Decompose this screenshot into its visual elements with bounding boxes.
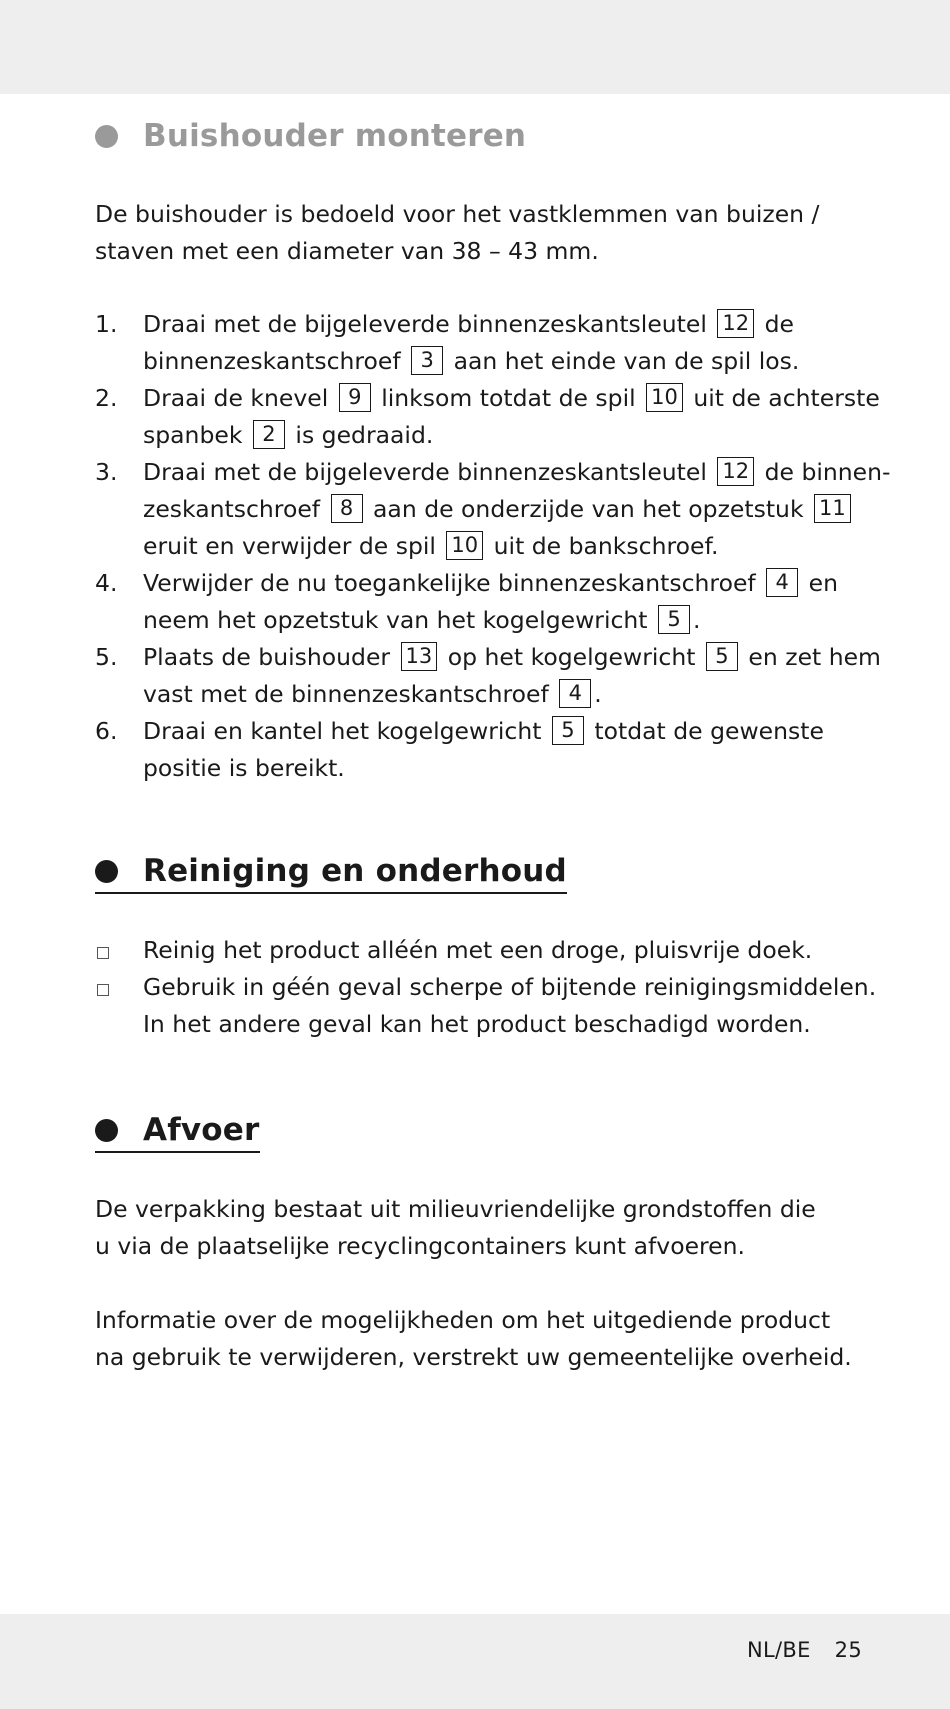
part-number-box: 11 [814,494,851,523]
footer-locale: NL/BE [747,1638,811,1662]
step-number: 6. [95,717,118,745]
disposal-paragraph-2 [95,1302,875,1376]
mounting-steps-list [95,306,895,787]
part-number-box: 12 [717,309,754,338]
step-text: Draai en kantel het kogelgewricht [143,717,542,745]
part-number-box: 5 [658,605,690,634]
step-number: 4. [95,569,118,597]
part-number-box: 12 [717,457,754,486]
intro-line: De buishouder is bedoeld voor het vastklemmen van buizen / [95,200,820,228]
list-item-text: Gebruik in géén geval scherpe of bijtende reinigingsmiddelen. [143,973,877,1001]
step-item [95,454,895,565]
top-margin-band [0,0,950,94]
step-text: neem het opzetstuk van het kogelgewricht [143,606,648,634]
page-footer [747,1638,862,1662]
part-number-box: 9 [339,383,371,412]
step-text: Draai met de bijgeleverde binnenzeskantsleutel [143,310,707,338]
part-number-box: 10 [646,383,683,412]
part-number-box: 8 [331,494,363,523]
intro-line: staven met een diameter van 38 – 43 mm. [95,237,599,265]
disposal-paragraph-1 [95,1191,875,1265]
heading-bullet-icon [95,125,118,148]
heading-reiniging-en-onderhoud [95,853,567,894]
step-text: positie is bereikt. [143,754,345,782]
paragraph-line: De verpakking bestaat uit milieuvriendelijke grondstoffen die [95,1195,816,1223]
part-number-box: 5 [552,716,584,745]
step-text: Plaats de buishouder [143,643,391,671]
step-text: spanbek [143,421,243,449]
step-text: vast met de binnenzeskantschroef [143,680,549,708]
step-text: en zet hem [748,643,881,671]
heading-buishouder-monteren [95,118,526,154]
step-text: Verwijder de nu toegankelijke binnenzeskantschroef [143,569,756,597]
heading-afvoer [95,1112,260,1153]
step-text: uit de bankschroef. [493,532,719,560]
step-text: op het kogelgewricht [447,643,696,671]
mounting-intro [95,196,875,270]
step-text: aan het einde van de spil los. [453,347,800,375]
step-number: 5. [95,643,118,671]
step-text: . [594,680,602,708]
step-text: . [693,606,701,634]
part-number-box: 13 [401,642,438,671]
part-number-box: 2 [253,420,285,449]
paragraph-line: u via de plaatselijke recyclingcontainers kunt afvoeren. [95,1232,745,1260]
step-item [95,306,895,380]
part-number-box: 5 [706,642,738,671]
heading-text: Afvoer [143,1112,260,1148]
list-item [95,969,895,1043]
heading-bullet-icon [95,1119,118,1142]
square-bullet-icon [97,947,109,959]
step-text: binnenzeskantschroef [143,347,401,375]
step-item [95,380,895,454]
step-item [95,639,895,713]
step-number: 3. [95,458,118,486]
step-text: aan de onderzijde van het opzetstuk [373,495,804,523]
part-number-box: 4 [766,568,798,597]
step-text: totdat de gewenste [594,717,824,745]
list-item-text: Reinig het product alléén met een droge, pluisvrije doek. [143,936,813,964]
part-number-box: 3 [411,346,443,375]
list-item [95,932,895,969]
step-text: is gedraaid. [295,421,434,449]
part-number-box: 10 [446,531,483,560]
step-text: Draai de knevel [143,384,329,412]
page-number: 25 [834,1638,862,1662]
part-number-box: 4 [559,679,591,708]
step-text: Draai met de bijgeleverde binnenzeskantsleutel [143,458,707,486]
step-text: uit de achterste [693,384,880,412]
square-bullet-icon [97,984,109,996]
cleaning-list [95,932,895,1043]
step-text: en [808,569,839,597]
paragraph-line: Informatie over de mogelijkheden om het uitgediende product [95,1306,831,1334]
paragraph-line: na gebruik te verwijderen, verstrekt uw gemeentelijke overheid. [95,1343,852,1371]
list-item-text: In het andere geval kan het product beschadigd worden. [143,1010,811,1038]
heading-text: Buishouder monteren [143,118,527,154]
heading-text: Reiniging en onderhoud [143,853,567,889]
step-item [95,565,895,639]
step-item [95,713,895,787]
step-number: 1. [95,310,118,338]
step-number: 2. [95,384,118,412]
step-text: zeskantschroef [143,495,321,523]
step-text: de [764,310,794,338]
step-text: eruit en verwijder de spil [143,532,436,560]
heading-bullet-icon [95,860,118,883]
step-text: de binnen- [764,458,891,486]
step-text: linksom totdat de spil [381,384,636,412]
